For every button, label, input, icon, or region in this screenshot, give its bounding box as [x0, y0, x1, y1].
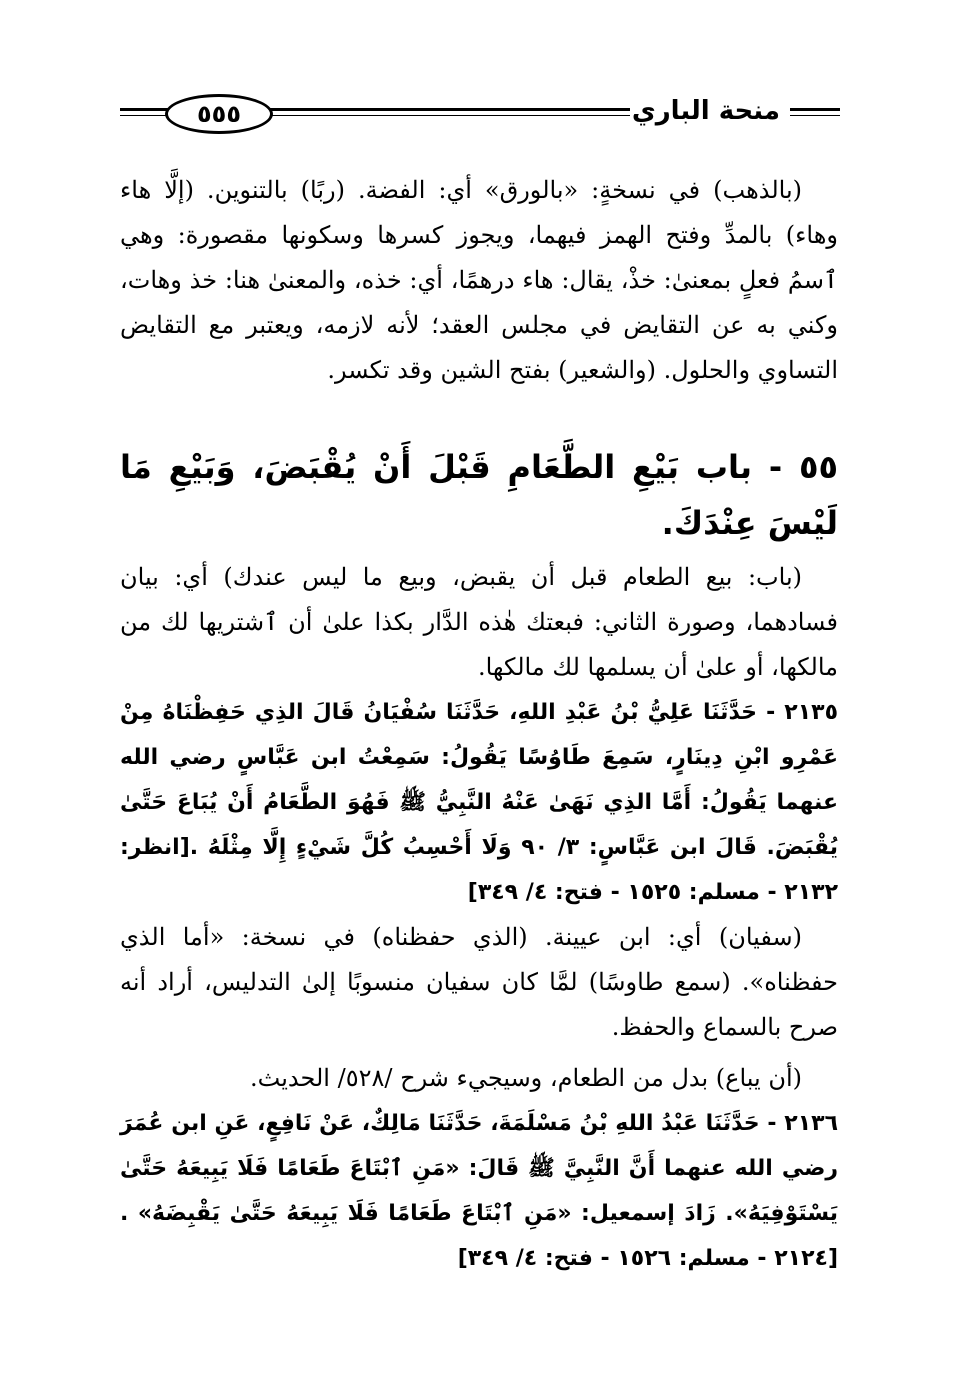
page-number — [165, 94, 273, 134]
chapter-heading: ٥٥ - باب بَيْعِ الطَّعَامِ قَبْلَ أَنْ يُقْبَضَ، وَبَيْعِ مَا لَيْسَ عِنْدَكَ. — [120, 448, 838, 542]
hadith-2136: ٢١٣٦ - حَدَّثَنَا عَبْدُ اللهِ بْنُ مَسْلَمَةَ، حَدَّثَنَا مَالِكٌ، عَنْ نَافِعٍ، عَنِ ابن عُمَرَ رضي الله عنهما أَنَّ النَّبِيَّ ﷺ قَالَ: «مَنِ ٱبْتَاعَ طَعَامًا فَلَا يَبِيعَهُ حَتَّىٰ يَسْتَوْفِيَهُ». زَادَ إسمعيل: «مَنِ ٱبْتَاعَ طَعَامًا فَلَا يَبِيعَهُ حَتَّىٰ يَقْبِضَهُ» .[٢١٢٤ - مسلم: ١٥٢٦ - فتح: ٤/ ٣٤٩] — [120, 1111, 838, 1271]
header-rule-left-thin — [120, 115, 170, 116]
page-body — [120, 168, 838, 1281]
header-rule-middle-thin — [270, 115, 630, 116]
page-number-text: ٥٥٥ — [197, 100, 241, 128]
page-header — [120, 88, 840, 148]
commentary-paragraph-2: (باب: بيع الطعام قبل أن يقبض، وبيع ما ليس عندك) أي: بيان فسادهما، وصورة الثاني: فبعتك هٰذه الدَّار بكذا علىٰ أن ٱشتريها لك من مالكها، أو علىٰ أن يسلمها لك مالكها. — [120, 563, 838, 681]
header-rule-middle — [270, 108, 630, 111]
header-rule-right-thin — [790, 115, 840, 116]
running-title: منحة الباري — [631, 96, 780, 126]
commentary-paragraph-3: (سفيان) أي: ابن عيينة. (الذي حفظناه) في نسخة: «أما الذي حفظناه». (سمع طاوسًا) لمَّا كان سفيان منسوبًا إلىٰ التدليس، أراد أنه صرح بالسماع والحفظ. — [120, 923, 838, 1041]
commentary-paragraph-4: (أن يباع) بدل من الطعام، وسيجيء شرح /٥٢٨/ الحديث. — [250, 1064, 802, 1092]
header-rule-right — [790, 108, 840, 111]
header-rule-left — [120, 108, 170, 111]
commentary-paragraph-1: (بالذهب) في نسخةٍ: «بالورق» أي: الفضة. (ربًا) بالتنوين. (إلَّا هاء وهاء) بالمدِّ وفتح الهمز فيهما، ويجوز كسرها وسكونها مقصورة: وهي ٱسمُ فعلٍ بمعنىٰ: خذْ، يقال: هاء درهمًا، أي: خذه، والمعنىٰ هنا: خذ وهات، وكني به عن التقايض في مجلس العقد؛ لأنه لازمه، ويعتبر مع التقايض التساوي والحلول. (والشعير) بفتح الشين وقد تكسر. — [120, 176, 838, 384]
hadith-2135: ٢١٣٥ - حَدَّثَنَا عَلِيُّ بْنُ عَبْدِ اللهِ، حَدَّثَنَا سُفْيَانُ قَالَ الذِي حَفِظْنَاهُ مِنْ عَمْرِو ابْنِ دِينَارٍ، سَمِعَ طَاوُسًا يَقُولُ: سَمِعْتُ ابن عَبَّاسٍ رضي الله عنهما يَقُولُ: أَمَّا الذِي نَهَىٰ عَنْهُ النَّبِيُّ ﷺ فَهُوَ الطَّعَامُ أَنْ يُبَاعَ حَتَّىٰ يُقْبَضَ. قَالَ ابن عَبَّاسٍ: ٣/ ٩٠ وَلَا أَحْسِبُ كُلَّ شَيْءٍ إِلَّا مِثْلَهُ .[انظر: ٢١٣٢ - مسلم: ١٥٢٥ - فتح: ٤/ ٣٤٩] — [120, 700, 838, 905]
